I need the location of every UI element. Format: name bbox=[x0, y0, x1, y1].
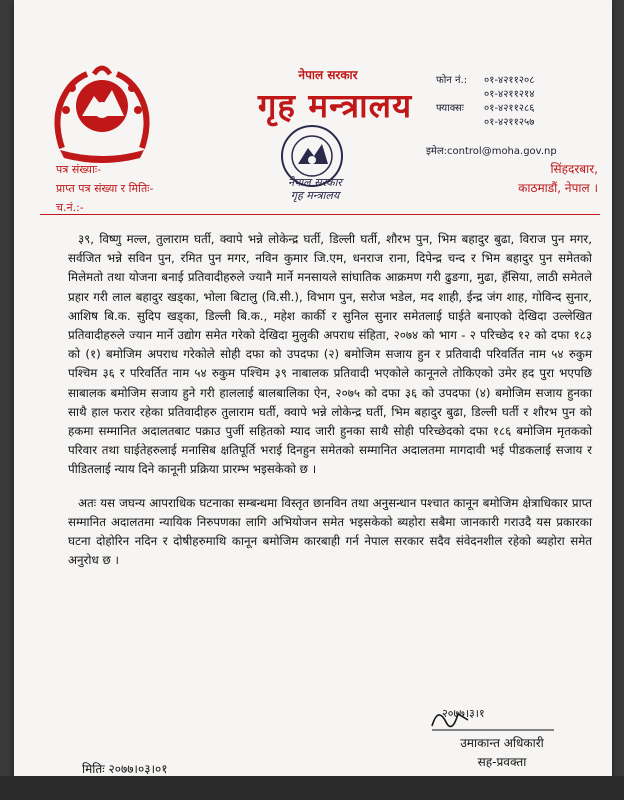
phone-label: फोन नं.: bbox=[436, 75, 468, 86]
address-place: सिंहदरबार, bbox=[550, 162, 598, 176]
address-block bbox=[518, 160, 598, 198]
phone-number: ०१-४२११२१४ bbox=[484, 89, 535, 100]
signatory-block bbox=[432, 734, 572, 772]
contact-block bbox=[436, 74, 606, 130]
bottom-edge bbox=[0, 776, 624, 800]
fax-number: ०१-४२११२५७ bbox=[484, 117, 535, 128]
address-city: काठमाडौं, नेपाल । bbox=[518, 181, 598, 195]
letter-date: मितिः २०७७।०३।०१ bbox=[82, 762, 168, 776]
letter-body bbox=[68, 230, 592, 584]
ministry-title: गृह मन्त्रालय bbox=[257, 86, 413, 125]
letter-number-label: पत्र संख्याः- bbox=[56, 163, 102, 176]
letter-reference-block bbox=[56, 160, 153, 217]
signatory-title: सह-प्रवक्ता bbox=[477, 755, 527, 769]
nepal-emblem-icon bbox=[42, 58, 162, 163]
seal-text bbox=[270, 176, 360, 202]
seal-text-bottom: गृह मन्त्रालय bbox=[290, 189, 340, 202]
body-paragraph: ३९, विष्णु मल्ल, तुलाराम घर्ती, क्वापे भन्ने लोकेन्द्र घर्ती, डिल्ली घर्ती, शौरभ पुन, भिम बहादुर बुढा, विराज पुन मगर, सर्वजित भन्ने सविन पुन, रमित पुन मगर, नविन कुमार जि.एम, धनराज राना, दिपेन्द्र चन्द र भिम बहादुर पुन समेतको मिलेमतो तथा योजना बनाई प्रतिवादीहरुले ज्यानै मार्ने मनसायले सांघातिक आक्रमण गरी ढुङगा, मुढा, हँसिया, लाठी समेतले प्रहार गरी लाल बहादुर खड्का, भोला बिटालु (वि.सी.), विभाग पुन, सरोज भडेल, मद शाही, ईन्द्र जंग शाह, गोविन्द सुनार, आशिष बि.क. सुदिप खड्का, डिल्ली बि.क., महेश कार्की र सुनिल सुनार समेतलाई घाईते बनाएको देखिदा उल्लेखित प्रतिवादीहरुले ज्यान मार्ने उद्योग समेत गरेको देखिदा मुलुकी अपराध संहिता, २०७४ को भाग - २ परिच्छेद १२ को दफा १८३ को (१) बमोजिम अपराध गरेकोले सोही दफा को उपदफा (२) बमोजिम सजाय हुन र प्रतिवादी परिवर्तित नाम ५४ रुकुम पश्चिम ३६ र परिवर्तित नाम ५४ रुकुम पश्चिम ३९ नाबालक प्रतिवादी भएकोले कानूनले तोकिएको उमेर हद पुरा भएपछि साबालक बमोजिम सजाय हुने गरी हाललाई बालबालिका ऐन, २०७५ को दफा ३६ को उपदफा (४) बमोजिम सजाय हुनका साथै हाल फरार रहेका प्रतिवादीहरु तुलाराम घर्ती, क्वापे भन्ने लोकेन्द्र घर्ती, भिम बहादुर बुढा, डिल्ली घर्ती र शौरभ पुन को हकमा सम्मानित अदालतबाट पक्राउ पुर्जी सहितको म्याद जारी हुनका साथै सोही परिच्छेदको दफा १८६ बमोजिम मृतकको परिवार तथा घाईतेहरुलाई मनासिब क्षतिपूर्ति भराई दिनहुन समेतको सम्मानित अदालतमा मागदावी भई पीडकलाई सजाय र पीडितलाई न्याय दिने कानूनी प्रक्रिया प्रारम्भ भइसकेको छ । bbox=[68, 232, 592, 477]
phone-number: ०१-४२११२०८ bbox=[484, 75, 535, 86]
government-name: नेपाल सरकार bbox=[298, 68, 358, 82]
signatory-name: उमाकान्त अधिकारी bbox=[460, 736, 544, 750]
header-divider bbox=[40, 214, 600, 215]
received-letter-label: प्राप्त पत्र संख्या र मितिः- bbox=[56, 182, 154, 195]
body-paragraph: अतः यस जघन्य आपराधिक घटनाका सम्बन्धमा विस्तृत छानविन तथा अनुसन्धान पश्चात कानून बमोजिम क्षेत्राधिकार प्राप्त सम्मानित अदालतमा न्यायिक निरुपणका लागि अभियोजन समेत भइसकेको ब्यहोरा सबैमा जानकारी गराउदै यस प्रकारका घटना दोहोरिन नदिन र दोषीहरुमाथि कानून बमोजिम कारबाही गर्न नेपाल सरकार सदैव संवेदनशील रहेको ब्यहोरा समेत अनुरोध छ । bbox=[68, 495, 592, 568]
fax-number: ०१-४२११२८६ bbox=[484, 103, 535, 114]
fax-label: फ्याक्सः bbox=[436, 103, 464, 114]
signature-date: २०७७।३।१ bbox=[442, 707, 485, 720]
fax-row-2 bbox=[436, 116, 606, 130]
phone-row-1 bbox=[436, 74, 606, 88]
email-address: इमेल:control@moha.gov.np bbox=[426, 146, 557, 157]
fax-row-1 bbox=[436, 102, 606, 116]
phone-row-2 bbox=[436, 88, 606, 102]
dispatch-number-label: च.नं.:- bbox=[56, 201, 84, 214]
seal-text-top: नेपाल सरकार bbox=[288, 176, 342, 189]
